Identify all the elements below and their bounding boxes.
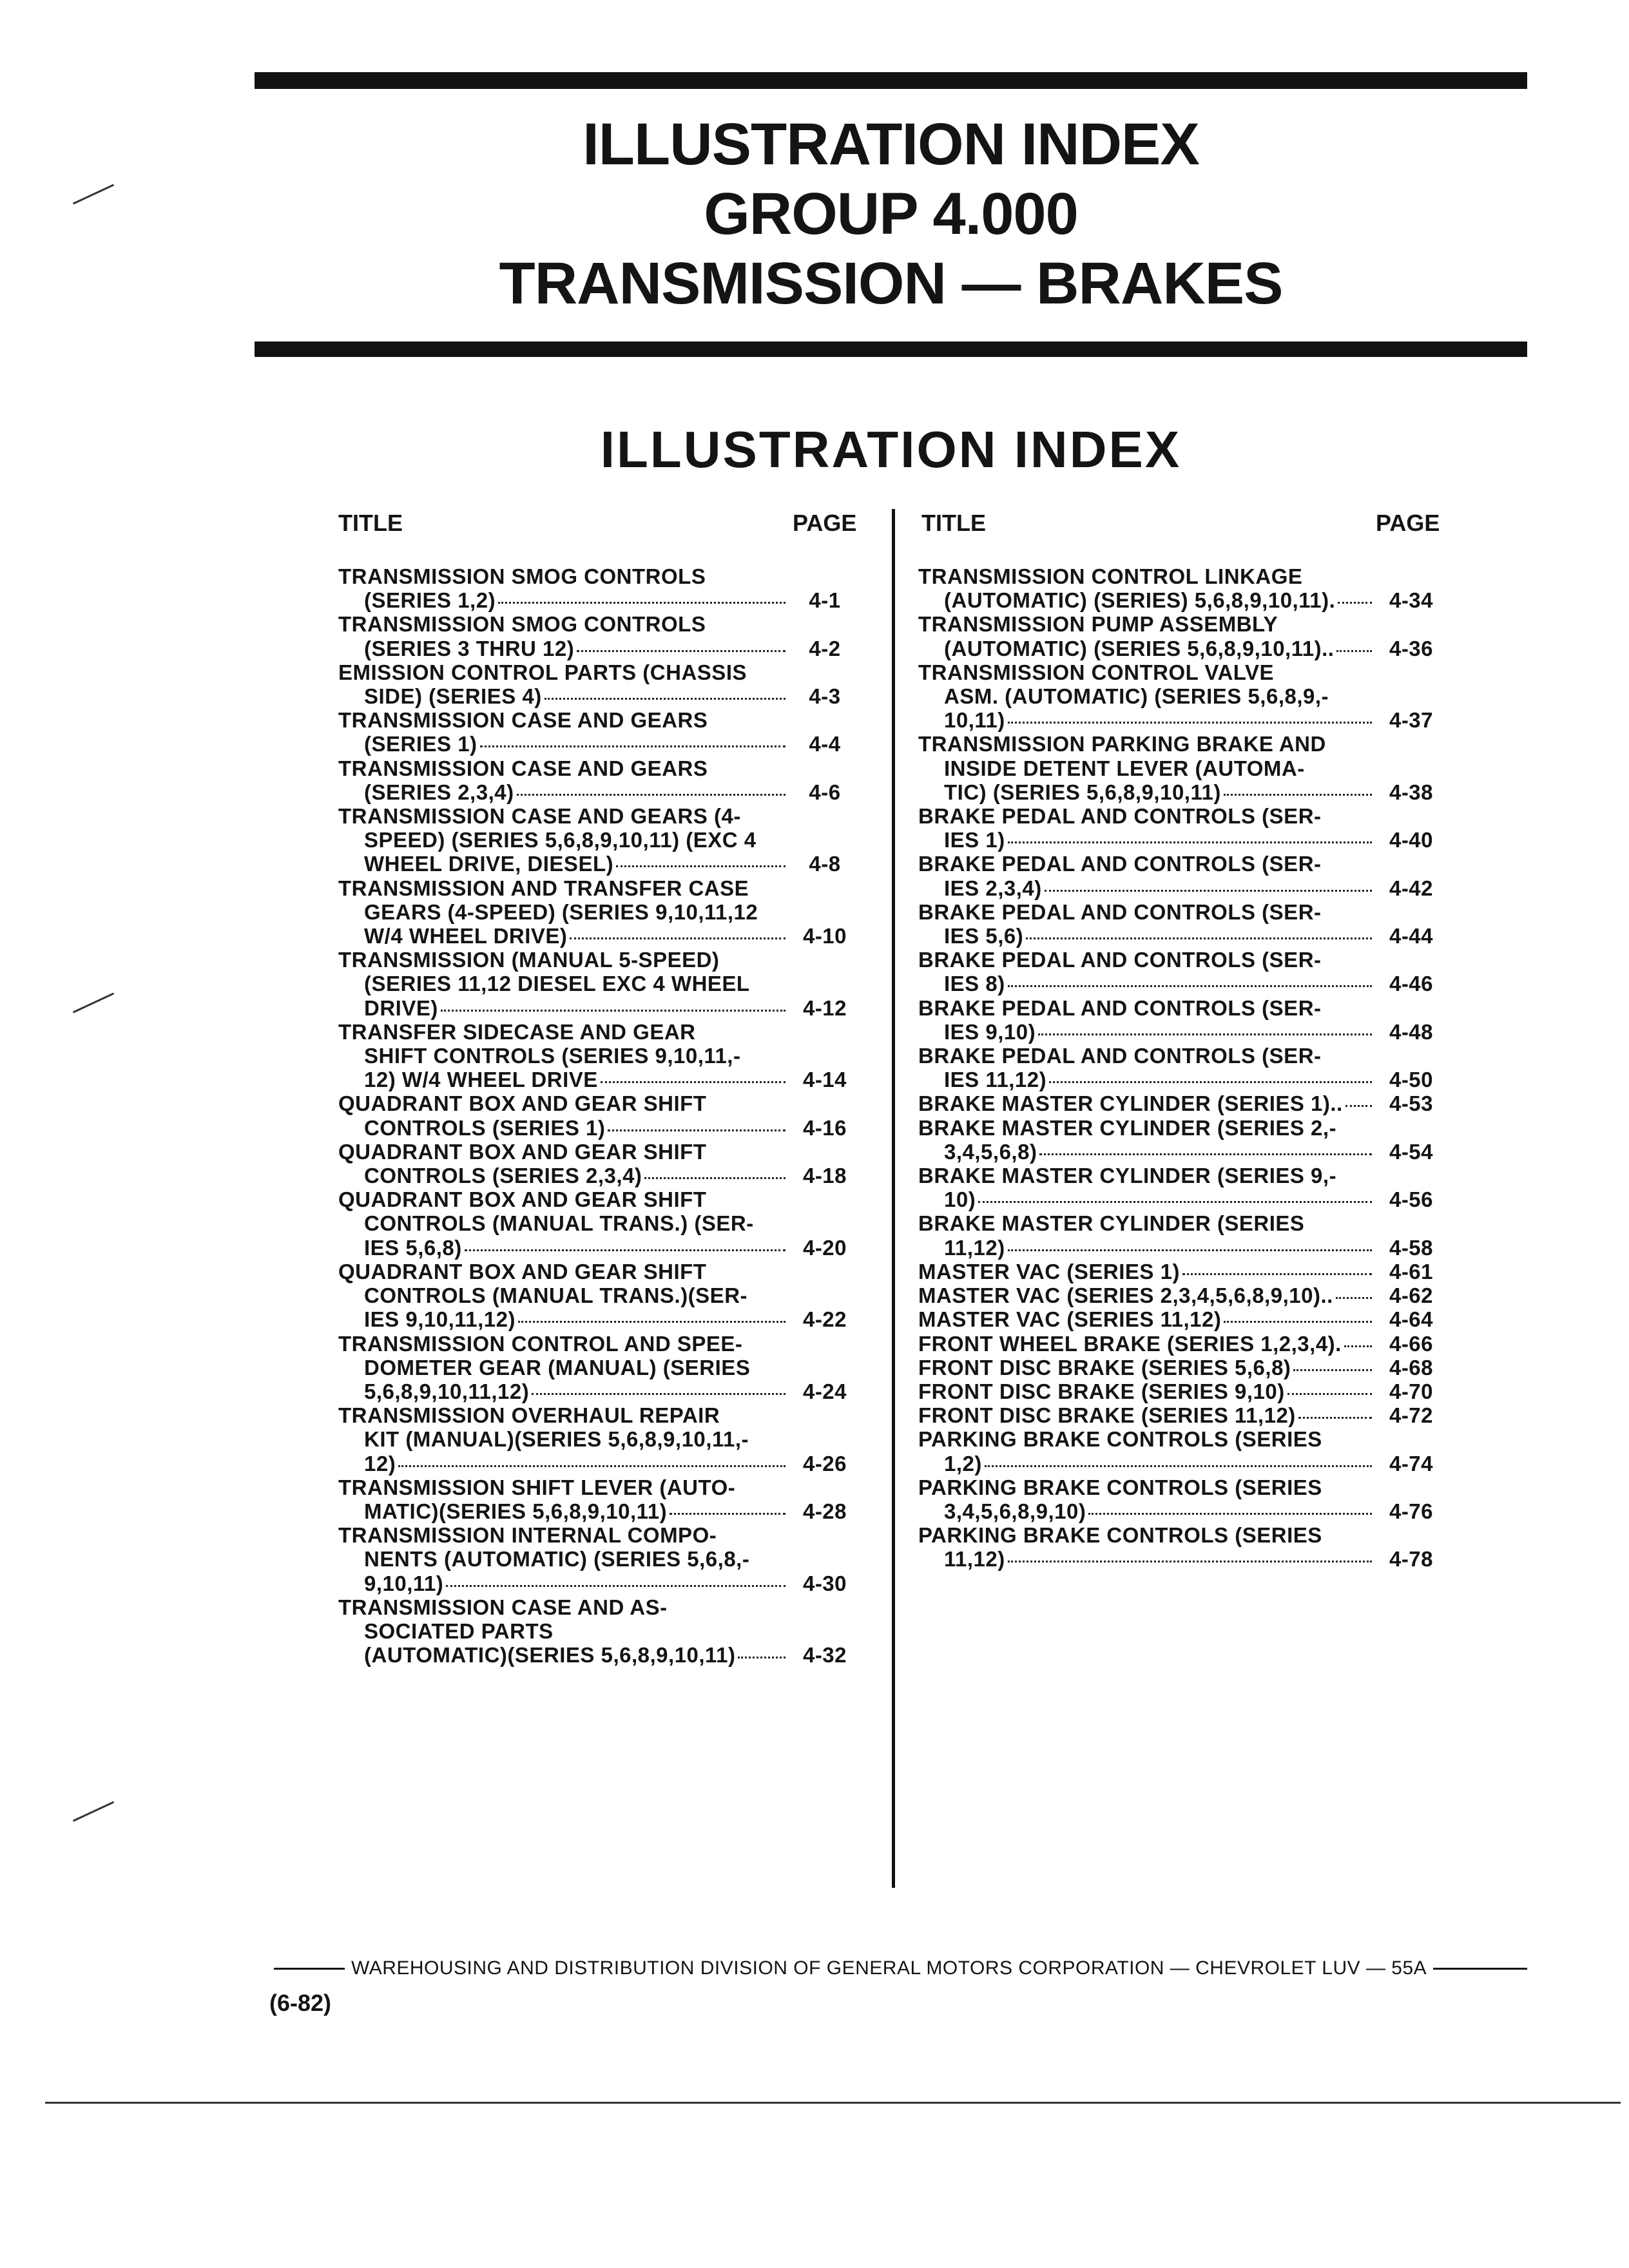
page-number: 4-1 (809, 588, 841, 613)
entry-last-line (918, 1307, 1447, 1331)
entry-title-line: BRAKE MASTER CYLINDER (SERIES 9,- (918, 1164, 1337, 1188)
dot-leader (1049, 1081, 1372, 1083)
entry-title-line: SHIFT CONTROLS (SERIES 9,10,11,- (364, 1044, 741, 1068)
index-entry (918, 996, 1447, 1044)
entry-title-end: MASTER VAC (SERIES 11,12) (918, 1307, 1222, 1332)
entry-title-line: CONTROLS (MANUAL TRANS.) (SER- (364, 1211, 754, 1236)
entry-title-line: TRANSMISSION OVERHAUL REPAIR (338, 1403, 720, 1428)
dot-leader (1338, 602, 1372, 604)
page-number: 4-78 (1389, 1547, 1434, 1571)
dot-leader (1008, 985, 1372, 987)
index-entry (338, 564, 860, 612)
dot-leader (1336, 1297, 1372, 1299)
index-entry (338, 756, 860, 804)
entry-last-line (338, 1164, 860, 1187)
entry-last-line (918, 828, 1447, 852)
entry-last-line (338, 588, 860, 612)
dot-leader (608, 1129, 786, 1131)
entry-title-line: ASM. (AUTOMATIC) (SERIES 5,6,8,9,- (944, 684, 1329, 709)
entry-last-line (338, 1236, 860, 1260)
page-number: 4-18 (802, 1164, 847, 1188)
entry-last-line (918, 1332, 1447, 1356)
left-page-header: PAGE (793, 510, 857, 536)
entry-title-line: TRANSMISSION CASE AND GEARS (4- (338, 804, 741, 829)
dot-leader (465, 1249, 786, 1251)
entry-title-end: 9,10,11) (364, 1571, 444, 1595)
index-entry (338, 1403, 860, 1475)
entry-last-line (918, 1260, 1447, 1283)
page-number: 4-72 (1389, 1403, 1434, 1428)
page-number: 4-50 (1389, 1068, 1434, 1092)
entry-title-end: 12) (364, 1451, 396, 1475)
page-bottom-edge (45, 2102, 1621, 2104)
section-title: ILLUSTRATION INDEX (600, 421, 1182, 478)
entry-title-line: TRANSMISSION SMOG CONTROLS (338, 612, 706, 637)
entry-title-end: MASTER VAC (SERIES 2,3,4,5,6,8,9,10).. (918, 1283, 1333, 1308)
page-number: 4-28 (802, 1499, 847, 1523)
dot-leader (480, 745, 786, 747)
page-number: 4-37 (1389, 708, 1434, 733)
page-number: 4-54 (1389, 1139, 1434, 1164)
dot-leader (738, 1657, 786, 1658)
entry-title-end: (AUTOMATIC) (SERIES 5,6,8,9,10,11).. (944, 636, 1335, 660)
page-number: 4-62 (1389, 1283, 1434, 1308)
title-line-3: TRANSMISSION — BRAKES (499, 251, 1283, 316)
dot-leader (1336, 650, 1372, 652)
entry-title-line: DOMETER GEAR (MANUAL) (SERIES (364, 1355, 751, 1379)
entry-last-line (918, 1068, 1447, 1091)
entry-title-end: 3,4,5,6,8) (944, 1139, 1037, 1164)
index-entry (338, 1091, 860, 1139)
dot-leader (498, 602, 786, 604)
entry-title-end: IES 9,10) (944, 1019, 1036, 1044)
page-number: 4-56 (1389, 1187, 1434, 1212)
entry-title-end: 11,12) (944, 1235, 1005, 1260)
entry-title-line: QUADRANT BOX AND GEAR SHIFT (338, 1187, 707, 1212)
entry-title-line: PARKING BRAKE CONTROLS (SERIES (918, 1427, 1322, 1452)
revision-code: (6-82) (269, 1990, 332, 2016)
entry-last-line (338, 852, 860, 876)
page-number: 4-10 (802, 924, 847, 948)
page-number: 4-16 (802, 1115, 847, 1140)
dot-leader (644, 1177, 786, 1179)
entry-title-line: (SERIES 11,12 DIESEL EXC 4 WHEEL (364, 972, 750, 996)
page-number: 4-38 (1389, 780, 1434, 804)
entry-title-line: TRANSFER SIDECASE AND GEAR (338, 1019, 696, 1044)
dot-leader (441, 1010, 786, 1012)
entry-last-line (918, 1236, 1447, 1260)
index-entry (918, 612, 1447, 660)
document-title (255, 110, 1527, 318)
entry-title-end: IES 5,6,8) (364, 1235, 462, 1260)
entry-title-end: (SERIES 3 THRU 12) (364, 636, 575, 660)
entry-last-line (338, 1452, 860, 1475)
page-number: 4-14 (802, 1068, 847, 1092)
entry-title-line: PARKING BRAKE CONTROLS (SERIES (918, 1475, 1322, 1499)
page-number: 4-20 (802, 1235, 847, 1260)
entry-last-line (338, 1643, 860, 1667)
entry-title-end: SIDE) (SERIES 4) (364, 684, 542, 709)
entry-title-line: INSIDE DETENT LEVER (AUTOMA- (944, 756, 1305, 780)
dot-leader (532, 1393, 786, 1395)
entry-title-line: NENTS (AUTOMATIC) (SERIES 5,6,8,- (364, 1547, 750, 1571)
dot-leader (446, 1585, 786, 1587)
dot-leader (577, 650, 786, 652)
entry-title-line: PARKING BRAKE CONTROLS (SERIES (918, 1523, 1322, 1548)
entry-title-end: 1,2) (944, 1451, 982, 1475)
entry-title-line: BRAKE MASTER CYLINDER (SERIES 2,- (918, 1115, 1337, 1140)
column-divider (892, 509, 895, 1888)
entry-title-line: TRANSMISSION CASE AND GEARS (338, 708, 708, 733)
left-index-column (338, 564, 860, 1667)
entry-title-line: TRANSMISSION INTERNAL COMPO- (338, 1523, 717, 1548)
right-index-column (918, 564, 1447, 1571)
index-entry (918, 1403, 1447, 1427)
entry-last-line (338, 1068, 860, 1091)
dot-leader (1045, 890, 1372, 892)
entry-last-line (338, 637, 860, 660)
index-entry (918, 1475, 1447, 1523)
entry-title-line: BRAKE PEDAL AND CONTROLS (SER- (918, 948, 1322, 972)
index-entry (338, 804, 860, 876)
left-title-header: TITLE (338, 510, 403, 536)
entry-title-end: DRIVE) (364, 995, 438, 1020)
page-number: 4-48 (1389, 1019, 1434, 1044)
page-number: 4-44 (1389, 924, 1434, 948)
page-number: 4-24 (802, 1379, 847, 1403)
index-entry (338, 1140, 860, 1187)
index-entry (338, 1475, 860, 1523)
index-entry (918, 1211, 1447, 1259)
dot-leader (1182, 1273, 1372, 1275)
entry-title-end: FRONT DISC BRAKE (SERIES 9,10) (918, 1379, 1285, 1403)
page-number: 4-4 (809, 732, 841, 756)
index-entry (918, 564, 1447, 612)
dot-leader (1224, 1321, 1372, 1323)
dot-leader (1038, 1033, 1372, 1035)
index-entry (918, 732, 1447, 804)
page-number: 4-58 (1389, 1235, 1434, 1260)
entry-title-end: (AUTOMATIC)(SERIES 5,6,8,9,10,11) (364, 1643, 736, 1667)
page-number: 4-26 (802, 1451, 847, 1475)
page-number: 4-2 (809, 636, 841, 660)
page-number: 4-32 (802, 1643, 847, 1667)
dot-leader (601, 1081, 786, 1083)
entry-title-end: FRONT DISC BRAKE (SERIES 11,12) (918, 1403, 1296, 1428)
entry-last-line (918, 1499, 1447, 1523)
entry-last-line (338, 1379, 860, 1403)
index-entry (338, 1260, 860, 1332)
right-page-header: PAGE (1376, 510, 1440, 536)
entry-title-line: EMISSION CONTROL PARTS (CHASSIS (338, 660, 747, 684)
entry-title-line: BRAKE MASTER CYLINDER (SERIES (918, 1211, 1305, 1236)
entry-title-line: TRANSMISSION SHIFT LEVER (AUTO- (338, 1475, 736, 1499)
entry-title-line: TRANSMISSION CONTROL LINKAGE (918, 564, 1303, 588)
bottom-rule (255, 341, 1527, 357)
page-number: 4-46 (1389, 972, 1434, 996)
entry-title-line: BRAKE PEDAL AND CONTROLS (SER- (918, 804, 1322, 829)
index-entry (918, 660, 1447, 733)
index-entry (918, 1164, 1447, 1211)
index-entry (918, 1307, 1447, 1331)
entry-title-line: SPEED) (SERIES 5,6,8,9,10,11) (EXC 4 (364, 828, 757, 852)
index-entry (918, 1260, 1447, 1283)
index-entry (338, 1595, 860, 1667)
dot-leader (978, 1201, 1372, 1203)
entry-title-line: TRANSMISSION CONTROL VALVE (918, 660, 1275, 684)
dot-leader (1345, 1105, 1372, 1107)
page-number: 4-22 (802, 1307, 847, 1332)
entry-title-end: CONTROLS (SERIES 1) (364, 1115, 606, 1140)
index-entry (338, 1187, 860, 1260)
entry-title-line: TRANSMISSION CASE AND AS- (338, 1595, 668, 1619)
entry-last-line (918, 1356, 1447, 1379)
dot-leader (518, 1321, 786, 1323)
entry-title-end: 11,12) (944, 1547, 1005, 1571)
page-number: 4-68 (1389, 1355, 1434, 1379)
entry-last-line (918, 1020, 1447, 1044)
page-number: 4-30 (802, 1571, 847, 1595)
page-number: 4-12 (802, 995, 847, 1020)
dot-leader (570, 937, 786, 939)
entry-title-end: (AUTOMATIC) (SERIES) 5,6,8,9,10,11). (944, 588, 1336, 613)
entry-title-line: TRANSMISSION (MANUAL 5-SPEED) (338, 948, 720, 972)
entry-title-end: FRONT WHEEL BRAKE (SERIES 1,2,3,4). (918, 1331, 1342, 1356)
dot-leader (616, 865, 786, 867)
entry-last-line (918, 924, 1447, 948)
entry-title-line: BRAKE PEDAL AND CONTROLS (SER- (918, 899, 1322, 924)
entry-title-end: 5,6,8,9,10,11,12) (364, 1379, 530, 1403)
page-number: 4-8 (809, 852, 841, 876)
dot-leader (398, 1465, 786, 1467)
entry-title-line: TRANSMISSION SMOG CONTROLS (338, 564, 706, 588)
index-entry (338, 660, 860, 708)
binding-mark (73, 1801, 115, 1821)
index-entry (918, 1356, 1447, 1379)
entry-last-line (918, 1452, 1447, 1475)
index-entry (918, 804, 1447, 852)
entry-title-end: IES 11,12) (944, 1068, 1047, 1092)
dot-leader (1088, 1513, 1372, 1515)
entry-title-line: BRAKE PEDAL AND CONTROLS (SER- (918, 995, 1322, 1020)
page-number: 4-61 (1389, 1259, 1434, 1283)
index-entry (338, 948, 860, 1020)
page-number: 4-53 (1389, 1091, 1434, 1116)
entry-title-line: TRANSMISSION PARKING BRAKE AND (918, 732, 1326, 756)
dot-leader (1008, 1561, 1372, 1562)
index-entry (918, 1091, 1447, 1115)
dot-leader (985, 1465, 1372, 1467)
index-entry (918, 1523, 1447, 1571)
entry-title-end: TIC) (SERIES 5,6,8,9,10,11) (944, 780, 1221, 804)
title-line-2: GROUP 4.000 (704, 181, 1078, 247)
entry-title-end: 12) W/4 WHEEL DRIVE (364, 1068, 598, 1092)
entry-title-end: 10) (944, 1187, 976, 1212)
entry-last-line (918, 1283, 1447, 1307)
binding-mark (73, 992, 115, 1013)
entry-title-end: (SERIES 1) (364, 732, 477, 756)
entry-title-end: BRAKE MASTER CYLINDER (SERIES 1).. (918, 1091, 1343, 1116)
right-title-header: TITLE (921, 510, 986, 536)
title-line-1: ILLUSTRATION INDEX (583, 111, 1199, 177)
dot-leader (545, 698, 786, 700)
entry-title-line: KIT (MANUAL)(SERIES 5,6,8,9,10,11,- (364, 1427, 749, 1452)
page-number: 4-3 (809, 684, 841, 709)
entry-title-end: 10,11) (944, 708, 1005, 733)
dot-leader (1026, 937, 1372, 939)
entry-title-end: 3,4,5,6,8,9,10) (944, 1499, 1086, 1523)
index-entry (338, 1332, 860, 1404)
page-number: 4-40 (1389, 828, 1434, 852)
index-entry (918, 1379, 1447, 1403)
index-entry (338, 1020, 860, 1092)
entry-title-line: QUADRANT BOX AND GEAR SHIFT (338, 1259, 707, 1283)
entry-title-line: SOCIATED PARTS (364, 1619, 554, 1643)
entry-title-end: W/4 WHEEL DRIVE) (364, 924, 568, 948)
entry-title-end: IES 8) (944, 972, 1005, 996)
page-number: 4-34 (1389, 588, 1434, 613)
entry-title-line: BRAKE PEDAL AND CONTROLS (SER- (918, 852, 1322, 876)
footer (274, 1957, 1527, 1979)
dot-leader (1008, 1249, 1372, 1251)
dot-leader (1344, 1345, 1372, 1347)
entry-last-line (918, 637, 1447, 660)
entry-title-end: FRONT DISC BRAKE (SERIES 5,6,8) (918, 1355, 1291, 1379)
top-rule (255, 72, 1527, 89)
entry-last-line (918, 588, 1447, 612)
entry-title-line: QUADRANT BOX AND GEAR SHIFT (338, 1091, 707, 1116)
entry-last-line (338, 684, 860, 708)
entry-title-end: (SERIES 2,3,4) (364, 780, 514, 804)
entry-title-line: TRANSMISSION AND TRANSFER CASE (338, 876, 749, 900)
dot-leader (517, 794, 786, 796)
entry-last-line (918, 1379, 1447, 1403)
page-number: 4-66 (1389, 1331, 1434, 1356)
entry-title-line: QUADRANT BOX AND GEAR SHIFT (338, 1139, 707, 1164)
entry-last-line (918, 1187, 1447, 1211)
entry-title-end: IES 9,10,11,12) (364, 1307, 516, 1332)
entry-last-line (918, 708, 1447, 732)
dot-leader (670, 1513, 786, 1515)
index-entry (338, 612, 860, 660)
entry-last-line (338, 1499, 860, 1523)
page-number: 4-64 (1389, 1307, 1434, 1332)
dot-leader (1008, 841, 1372, 843)
index-entry (918, 1283, 1447, 1307)
entry-last-line (338, 924, 860, 948)
entry-last-line (338, 732, 860, 756)
entry-title-end: (SERIES 1,2) (364, 588, 496, 613)
index-entry (338, 876, 860, 948)
entry-title-line: TRANSMISSION CASE AND GEARS (338, 756, 708, 780)
index-entry (338, 1523, 860, 1595)
entry-last-line (338, 780, 860, 804)
entry-last-line (338, 1116, 860, 1140)
entry-last-line (338, 1307, 860, 1331)
index-entry (918, 1044, 1447, 1091)
page-number: 4-6 (809, 780, 841, 804)
entry-last-line (918, 876, 1447, 900)
page-number: 4-74 (1389, 1451, 1434, 1475)
binding-mark (73, 184, 115, 204)
page-number: 4-36 (1389, 636, 1434, 660)
entry-last-line (338, 996, 860, 1020)
index-entry (918, 1116, 1447, 1164)
footer-rule-right (1433, 1968, 1527, 1970)
dot-leader (1298, 1417, 1372, 1419)
index-entry (918, 900, 1447, 948)
entry-title-end: IES 5,6) (944, 924, 1024, 948)
dot-leader (1287, 1393, 1372, 1395)
entry-last-line (918, 780, 1447, 804)
entry-title-line: TRANSMISSION PUMP ASSEMBLY (918, 612, 1278, 637)
dot-leader (1293, 1369, 1372, 1371)
index-entry (918, 852, 1447, 899)
entry-last-line (918, 1091, 1447, 1115)
dot-leader (1008, 722, 1372, 724)
entry-last-line (918, 1403, 1447, 1427)
entry-title-end: IES 1) (944, 828, 1005, 852)
entry-last-line (918, 1140, 1447, 1164)
entry-title-line: TRANSMISSION CONTROL AND SPEE- (338, 1331, 743, 1356)
footer-rule-left (274, 1968, 345, 1970)
index-entry (918, 948, 1447, 995)
entry-title-end: IES 2,3,4) (944, 876, 1042, 900)
footer-text: WAREHOUSING AND DISTRIBUTION DIVISION OF GENERAL MOTORS CORPORATION — CHEVROLET LUV — 55A (351, 1957, 1427, 1979)
index-entry (338, 708, 860, 756)
index-entry (918, 1427, 1447, 1475)
entry-title-end: WHEEL DRIVE, DIESEL) (364, 852, 614, 876)
entry-last-line (338, 1571, 860, 1595)
entry-title-line: BRAKE PEDAL AND CONTROLS (SER- (918, 1044, 1322, 1068)
dot-leader (1224, 794, 1372, 796)
entry-title-end: MATIC)(SERIES 5,6,8,9,10,11) (364, 1499, 668, 1523)
page-number: 4-76 (1389, 1499, 1434, 1523)
entry-last-line (918, 1547, 1447, 1571)
page-number: 4-42 (1389, 876, 1434, 900)
dot-leader (1039, 1153, 1372, 1155)
entry-last-line (918, 972, 1447, 995)
page-number: 4-70 (1389, 1379, 1434, 1403)
index-entry (918, 1332, 1447, 1356)
entry-title-line: CONTROLS (MANUAL TRANS.)(SER- (364, 1283, 748, 1308)
entry-title-line: GEARS (4-SPEED) (SERIES 9,10,11,12 (364, 899, 758, 924)
entry-title-end: MASTER VAC (SERIES 1) (918, 1259, 1180, 1283)
entry-title-end: CONTROLS (SERIES 2,3,4) (364, 1164, 642, 1188)
